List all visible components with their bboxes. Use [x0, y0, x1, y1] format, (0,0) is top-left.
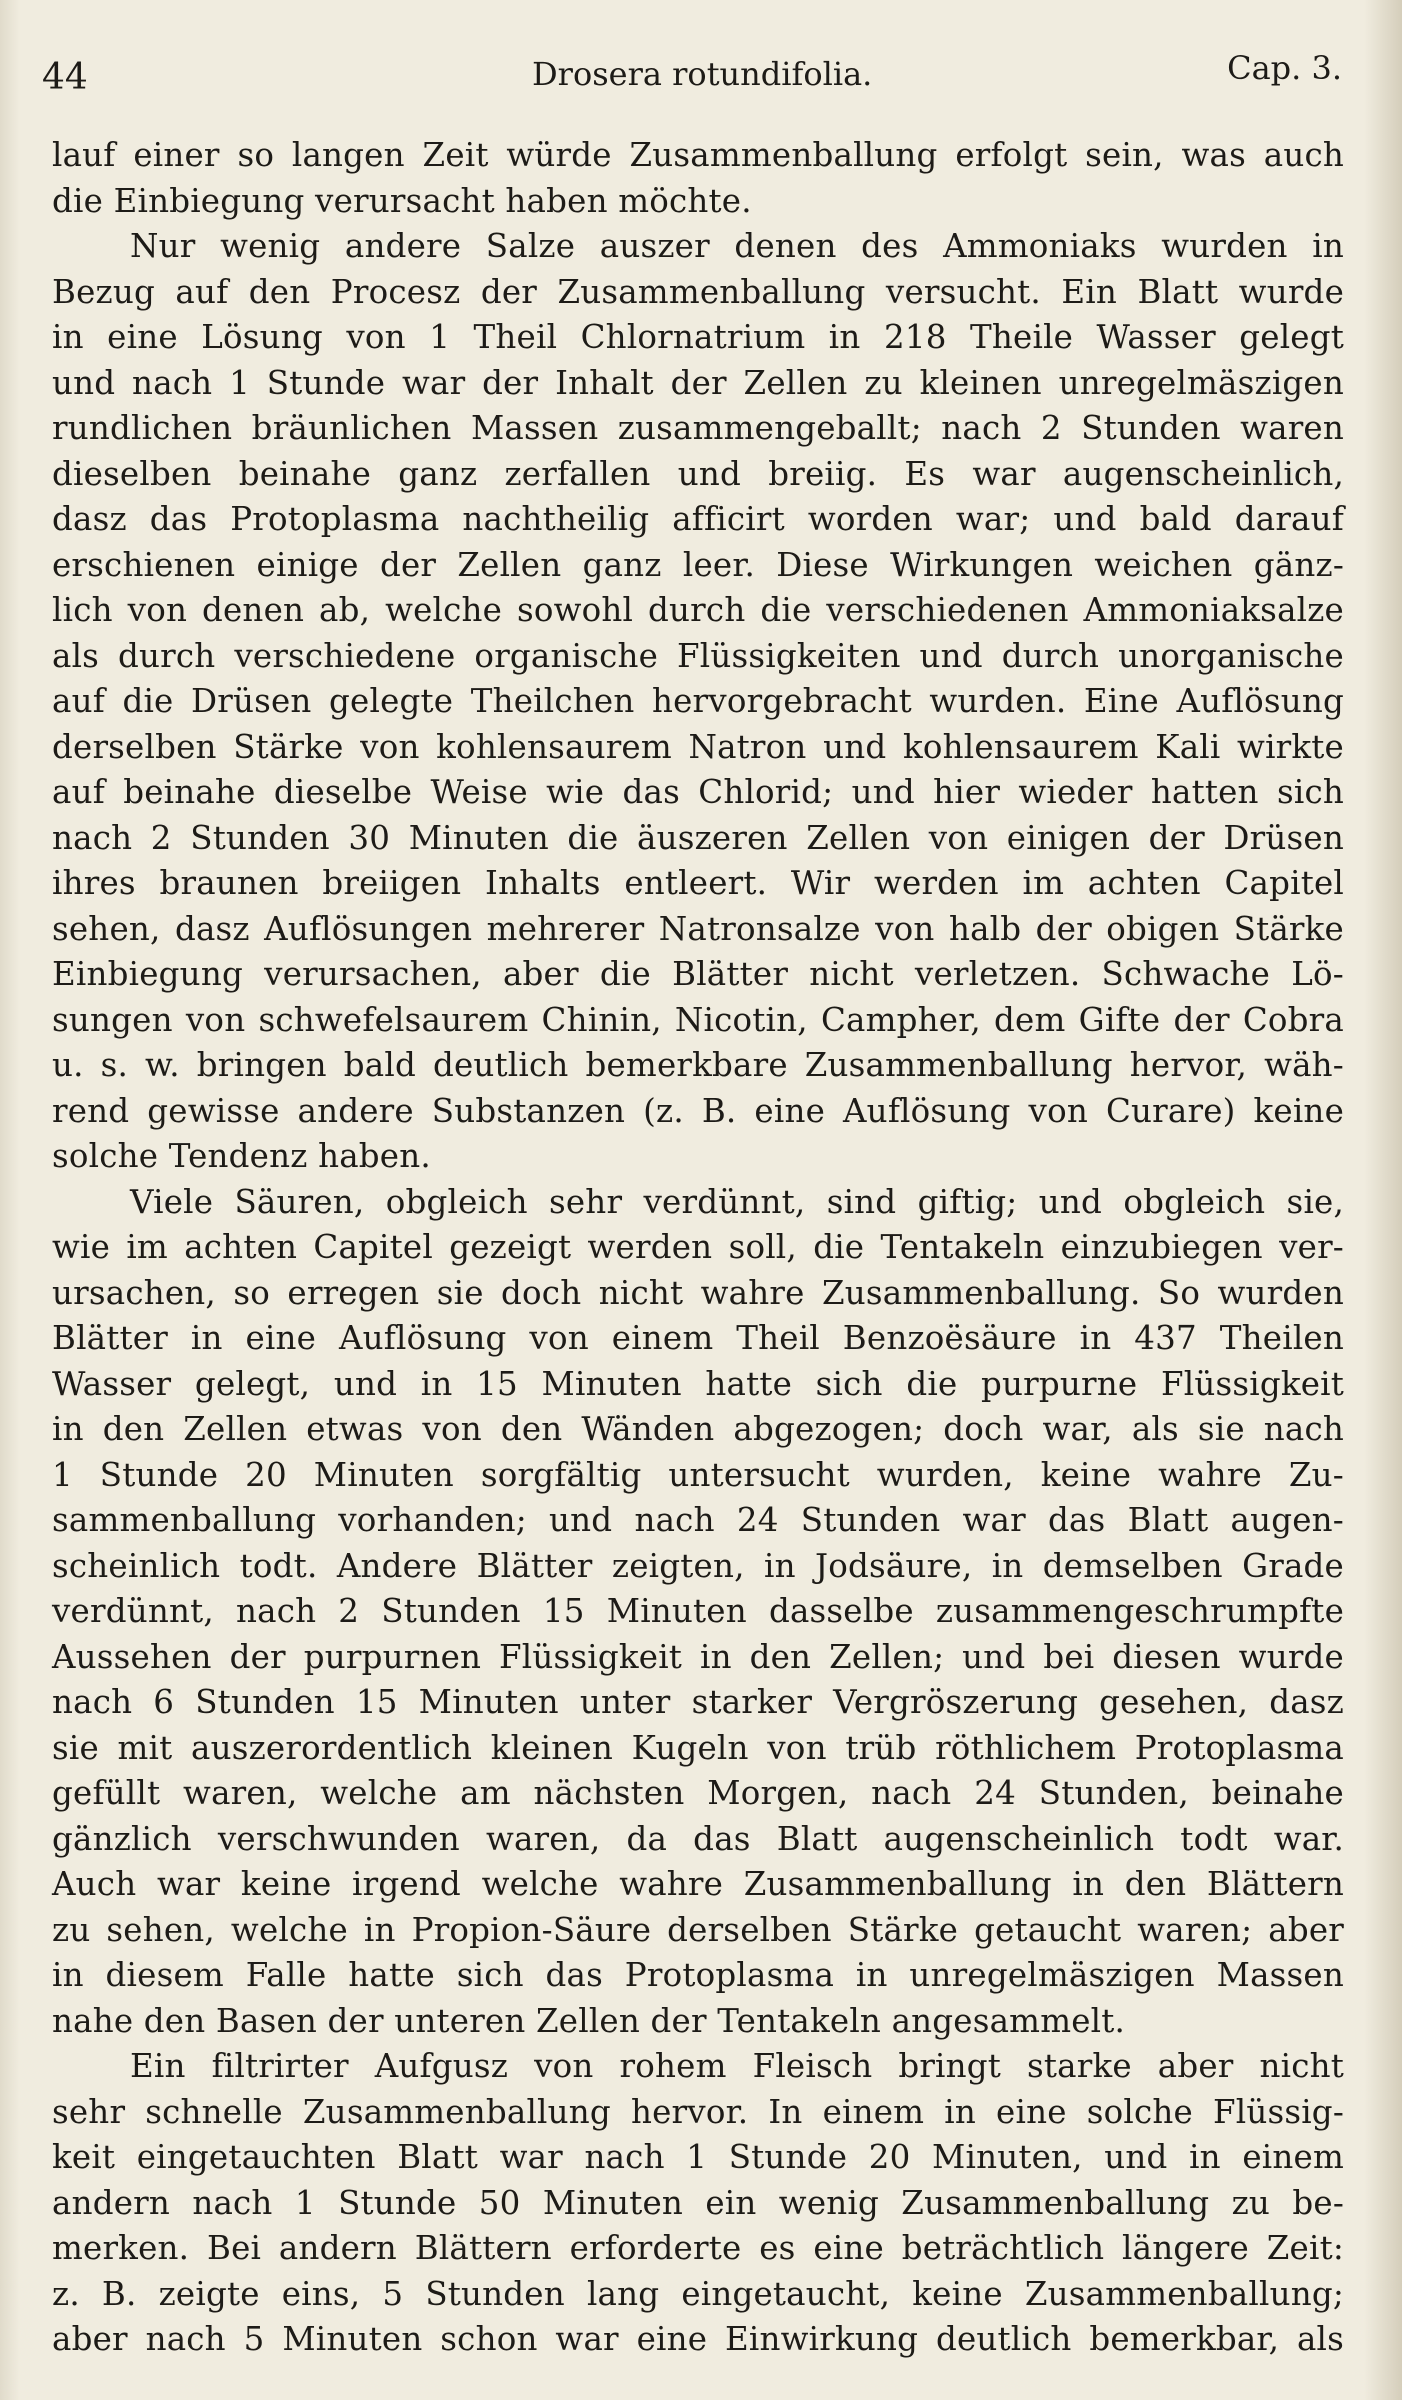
- text-line: erschienen einige der Zellen ganz leer. Diese Wirkungen weichen gänz-: [52, 545, 1344, 584]
- text-line: ihres braunen breiigen Inhalts entleert. Wir werden im achten Capitel: [52, 864, 1344, 902]
- text-line: auf beinahe dieselbe Weise wie das Chlorid; und hier wieder hatten sich: [52, 773, 1344, 811]
- text-line: scheinlich todt. Andere Blätter zeigten, in Jodsäure, in demselben Grade: [52, 1546, 1344, 1585]
- text-line: sehr schnelle Zusammenballung hervor. In einem in eine solche Flüssig-: [52, 2092, 1344, 2131]
- text-line: derselben Stärke von kohlensaurem Natron und kohlensaurem Kali wirkte: [52, 727, 1344, 766]
- text-line: rend gewisse andere Substanzen (z. B. eine Auflösung von Curare) keine: [52, 1091, 1344, 1130]
- text-line: z. B. zeigte eins, 5 Stunden lang eingetaucht, keine Zusammenballung;: [52, 2274, 1344, 2313]
- text-line: zu sehen, welche in Propion-Säure derselben Stärke getaucht waren; aber: [52, 1910, 1344, 1949]
- running-title: Drosera rotundifolia.: [532, 55, 873, 93]
- text-line: Nur wenig andere Salze auszer denen des Ammoniaks wurden in: [130, 227, 1344, 265]
- text-line: Wasser gelegt, und in 15 Minuten hatte sich die purpurne Flüssigkeit: [52, 1364, 1344, 1403]
- page-edge-shadow: [1364, 0, 1402, 2400]
- text-line: merken. Bei andern Blättern erforderte es eine beträchtlich längere Zeit:: [52, 2229, 1344, 2267]
- text-line: Einbiegung verursachen, aber die Blätter nicht verletzen. Schwache Lö-: [52, 955, 1344, 993]
- text-line: nahe den Basen der unteren Zellen der Tentakeln angesammelt.: [52, 2001, 1126, 2040]
- text-line: lauf einer so langen Zeit würde Zusammenballung erfolgt sein, was auch: [52, 136, 1344, 174]
- text-line: sie mit auszerordentlich kleinen Kugeln von trüb röthlichem Protoplasma: [52, 1728, 1344, 1767]
- text-line: Blätter in eine Auflösung von einem Theil Benzoësäure in 437 Theilen: [52, 1319, 1344, 1357]
- text-line: Bezug auf den Procesz der Zusammenballung versucht. Ein Blatt wurde: [52, 272, 1344, 311]
- running-header: [42, 49, 1342, 102]
- text-line: wie im achten Capitel gezeigt werden soll, die Tentakeln einzubiegen ver-: [52, 1228, 1344, 1266]
- text-line: die Einbiegung verursacht haben möchte.: [52, 181, 752, 220]
- text-line: andern nach 1 Stunde 50 Minuten ein wenig Zusammenballung zu be-: [52, 2183, 1344, 2222]
- text-line: dasz das Protoplasma nachtheilig afficirt worden war; und bald darauf: [52, 500, 1344, 538]
- page-gutter-shadow: [0, 0, 20, 2400]
- text-line: sungen von schwefelsaurem Chinin, Nicotin, Campher, dem Gifte der Cobra: [52, 1000, 1344, 1039]
- text-line: auf die Drüsen gelegte Theilchen hervorgebracht wurden. Eine Auflösung: [52, 682, 1344, 720]
- text-line: verdünnt, nach 2 Stunden 15 Minuten dasselbe zusammengeschrumpfte: [52, 1592, 1344, 1630]
- text-line: nach 2 Stunden 30 Minuten die äuszeren Zellen von einigen der Drüsen: [52, 818, 1344, 857]
- text-line: u. s. w. bringen bald deutlich bemerkbare Zusammenballung hervor, wäh-: [52, 1046, 1344, 1084]
- text-line: sehen, dasz Auflösungen mehrerer Natronsalze von halb der obigen Stärke: [52, 909, 1344, 948]
- text-line: und nach 1 Stunde war der Inhalt der Zellen zu kleinen unregelmäszigen: [52, 363, 1344, 402]
- text-line: Aussehen der purpurnen Flüssigkeit in den Zellen; und bei diesen wurde: [52, 1637, 1344, 1676]
- text-line: sammenballung vorhanden; und nach 24 Stunden war das Blatt augen-: [52, 1501, 1344, 1539]
- text-line: in diesem Falle hatte sich das Protoplasma in unregelmäszigen Massen: [52, 1956, 1344, 1994]
- text-line: Viele Säuren, obgleich sehr verdünnt, sind giftig; und obgleich sie,: [130, 1182, 1344, 1221]
- text-line: dieselben beinahe ganz zerfallen und breiig. Es war augenscheinlich,: [52, 454, 1344, 493]
- text-line: solche Tendenz haben.: [52, 1137, 431, 1175]
- text-line: ursachen, so erregen sie doch nicht wahre Zusammenballung. So wurden: [52, 1273, 1344, 1312]
- text-line: Ein filtrirter Aufgusz von rohem Fleisch bringt starke aber nicht: [130, 2047, 1344, 2085]
- text-line: aber nach 5 Minuten schon war eine Einwirkung deutlich bemerkbar, als: [52, 2320, 1344, 2358]
- text-line: nach 6 Stunden 15 Minuten unter starker Vergröszerung gesehen, dasz: [52, 1683, 1344, 1721]
- text-line: gefüllt waren, welche am nächsten Morgen, nach 24 Stunden, beinahe: [52, 1774, 1344, 1812]
- text-line: gänzlich verschwunden waren, da das Blatt augenscheinlich todt war.: [52, 1819, 1344, 1858]
- text-line: Auch war keine irgend welche wahre Zusammenballung in den Blättern: [52, 1865, 1344, 1903]
- text-line: lich von denen ab, welche sowohl durch die verschiedenen Ammoniaksalze: [52, 591, 1344, 629]
- text-line: als durch verschiedene organische Flüssigkeiten und durch unorganische: [52, 636, 1344, 675]
- text-line: in eine Lösung von 1 Theil Chlornatrium in 218 Theile Wasser gelegt: [52, 318, 1344, 356]
- body-text: [52, 133, 1344, 2363]
- text-line: rundlichen bräunlichen Massen zusammengeballt; nach 2 Stunden waren: [52, 409, 1344, 447]
- chapter-label: Cap. 3.: [1227, 49, 1342, 87]
- text-line: in den Zellen etwas von den Wänden abgezogen; doch war, als sie nach: [52, 1410, 1344, 1448]
- text-line: keit eingetauchten Blatt war nach 1 Stunde 20 Minuten, und in einem: [52, 2138, 1344, 2176]
- text-line: 1 Stunde 20 Minuten sorgfältig untersucht wurden, keine wahre Zu-: [52, 1455, 1344, 1494]
- page-number: 44: [42, 57, 88, 98]
